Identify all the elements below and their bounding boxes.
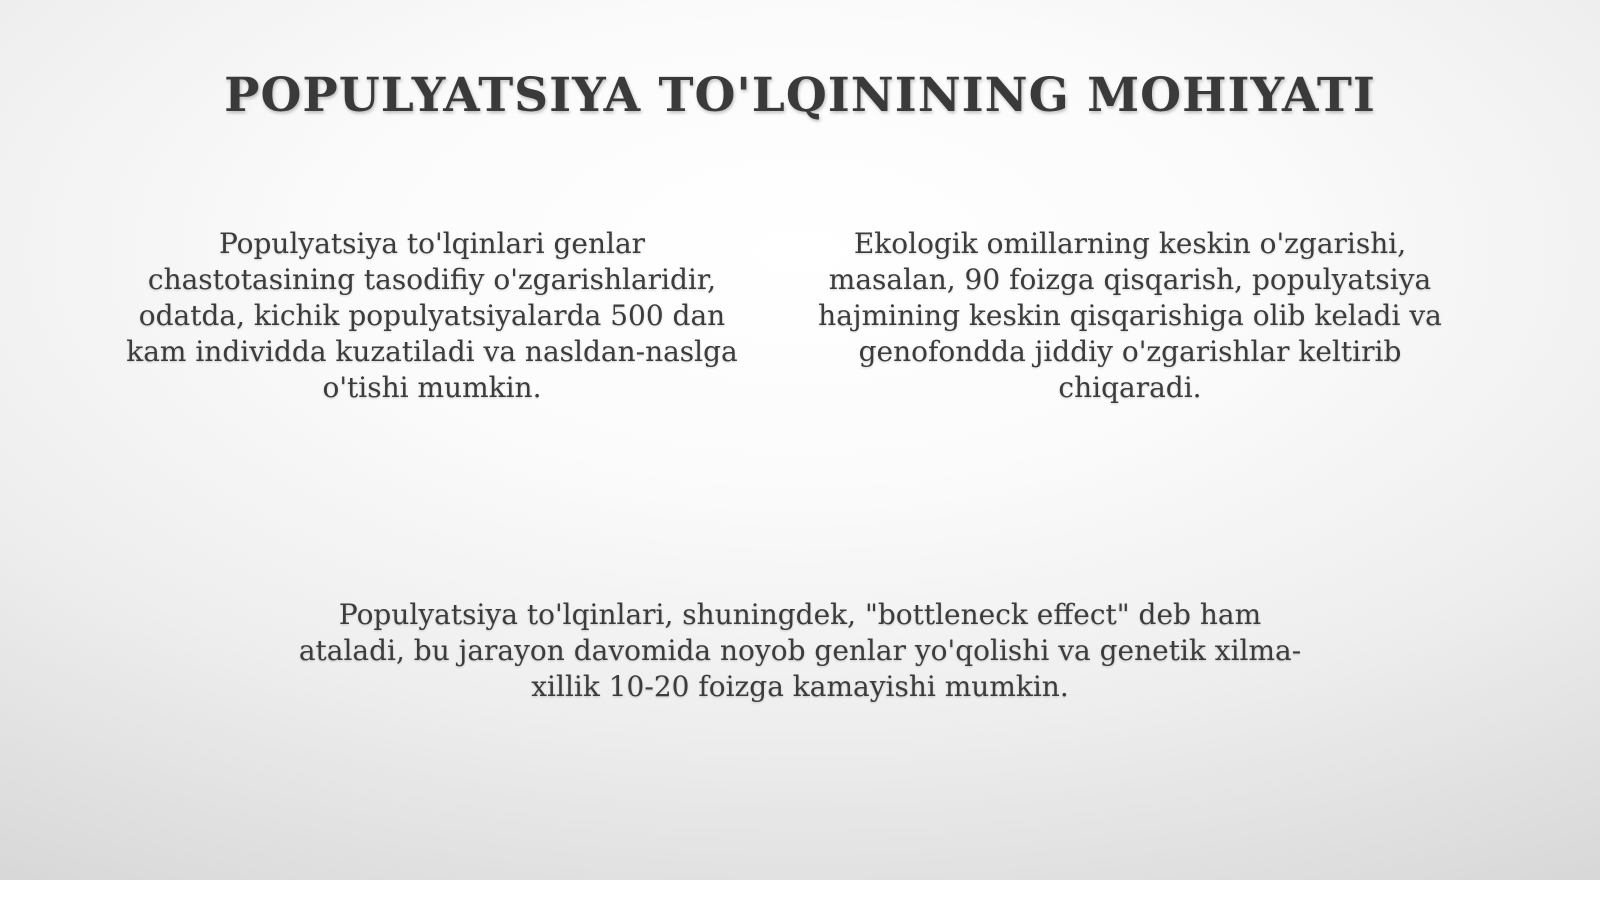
slide-title: POPULYATSIYA TO'LQININING MOHIYATI — [224, 68, 1376, 123]
paragraph-right: Ekologik omillarning keskin o'zgarishi, masalan, 90 foizga qisqarish, populyatsiya hajmining keskin qisqarishiga olib keladi va genofondda jiddiy o'zgarishlar keltirib chiqaradi. — [818, 227, 1442, 404]
bottom-border — [0, 880, 1600, 899]
paragraph-left: Populyatsiya to'lqinlari genlar chastotasining tasodifiy o'zgarishlaridir, odatda, kichik populyatsiyalarda 500 dan kam individda kuzatiladi va nasldan-naslga o'tishi mumkin. — [126, 227, 738, 404]
paragraph-bottom: Populyatsiya to'lqinlari, shuningdek, "bottleneck effect" deb ham ataladi, bu jarayon davomida noyob genlar yo'qolishi va genetik xilma-xillik 10-20 foizga kamayishi mumkin. — [298, 598, 1302, 703]
